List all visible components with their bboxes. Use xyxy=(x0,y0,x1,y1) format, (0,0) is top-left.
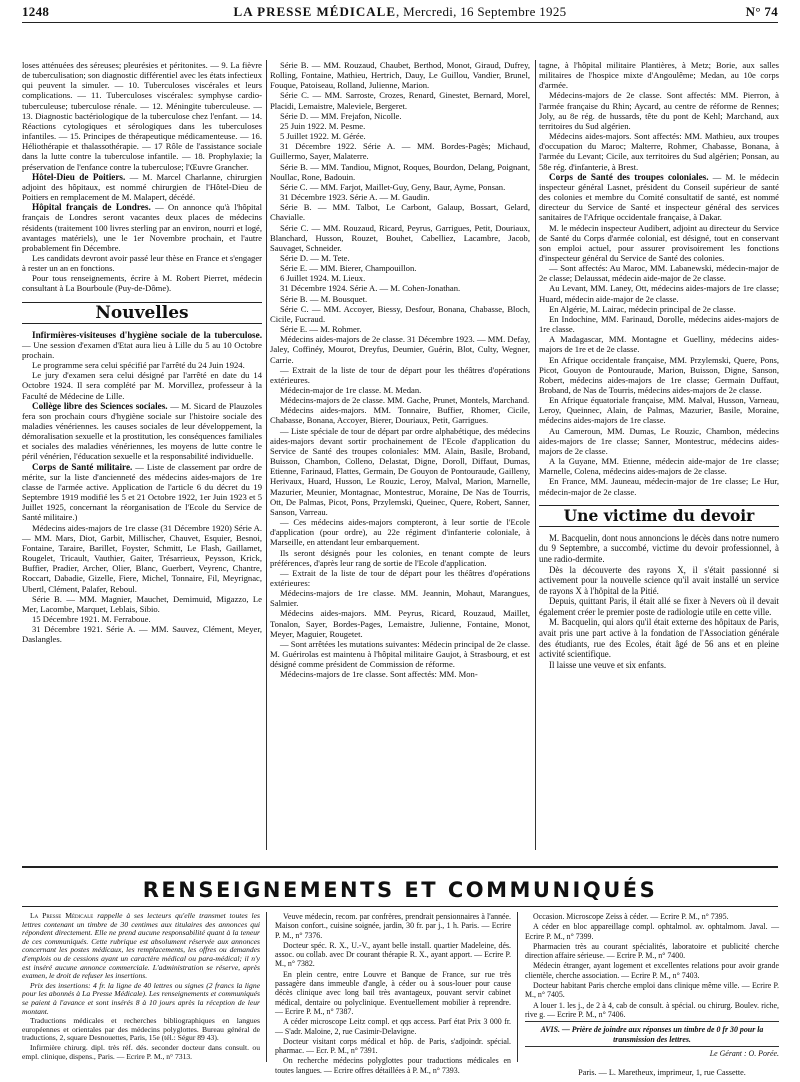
classified-ad: Médecin étranger, ayant logement et excellentes relations pour avoir grande clientèle, cherche association. — Ecrire P. M., n° 7403. xyxy=(525,961,779,980)
obituary-text: Dès la découverte des rayons X, il s'était passionné si activement pour la nouvelle science qu'il avait installé un service de rayons X à l'hôpital de la Pitié. xyxy=(539,564,779,596)
news-item xyxy=(22,202,262,253)
classified-ad: Veuve médecin, recom. par confrères, prendrait pensionnaires à l'année. Maison confort., cuisine soignée, jardin, 30 fr. par j., 1 h. Paris. — Ecrire P. M., n° 7376. xyxy=(275,912,511,940)
news-text: Série E. — MM. Bierer, Champouillon. xyxy=(280,263,417,274)
tuberculosis-program: loses atténuées des séreuses; pleurésies et péritonites. — 9. La fièvre de tuberculisation; son diagnostic différentiel avec les états infectieux qui peuvent la simuler. — 10. Tuberculoses viscérales et leurs complications. — 11. Tuberculoses viscérales: symphyse cardio-tuberculeuse; tuberculose rénale. — 12. Méningite tuberculeuse. — 13. Diagnostic bactériologique de la tuberculose chez l'enfant. — 14. Réactions cytologiques et sérologiques dans les tuberculoses infantiles. — 15. Principes de thérapeutique médicamenteuse. — 16. Héliothérapie et thalassothérapie. — 17 Rôle de l'assistance sociale dans la lutte contre la tuberculose infantile. — 18. Prophylaxie; la préservation de l'enfance contre la tuberculose; l'Œuvre Grancher. xyxy=(22,60,262,172)
news-text: Ils seront désignés pour les colonies, en tenant compte de leurs préférences, d'après leur rang de sortie de l'Ecole d'application. xyxy=(270,547,530,568)
section-title-victim: Une victime du devoir xyxy=(539,505,779,527)
news-text: A la Guyane, MM. Etienne, médecin aide-major de 1re classe; Marnelle, Colena, médecins aides-majors de 2e classe. xyxy=(539,456,779,477)
classifieds-column-3 xyxy=(525,912,779,1062)
news-item xyxy=(22,330,262,360)
news-text: 31 Décembre 1924. Série A. — M. Cohen-Jonathan. xyxy=(280,283,461,294)
classified-ad: A céder microscope Leitz compl. et qqs access. Parf état Prix 3 000 fr. — S'adr. Maloine, 2, rue Casimir-Delavigne. xyxy=(275,1017,511,1036)
printer-line: Paris. — L. Maretheux, imprimeur, 1, rue Cassette. xyxy=(578,1068,746,1077)
news-heading: Hôtel-Dieu de Poitiers. xyxy=(32,171,126,182)
news-text: Au Levant, MM. Laney, Ott, médecins aides-majors de 1re classe; Huard, médecin aide-major de 2e classe. xyxy=(539,283,779,304)
news-text: 31 Décembre 1922. Série A. — MM. Bordes-Pagès; Michaud, Guillermo, Sayer, Malaterre. xyxy=(270,141,530,162)
news-text: Série C. — MM. Farjot, Maillet-Guy, Geny, Baur, Ayme, Ponsan. xyxy=(280,181,506,192)
news-text: — M. Marcel Charlanne, chirurgien adjoint des hôpitaux, est nommé chirurgien de l'Hôtel-Dieu de Poitiers en remplacement de M. Malapert, décédé. xyxy=(22,171,262,203)
news-item xyxy=(22,401,262,462)
news-text: Médecins-majors de 2e classe. MM. Gache, Prunet, Montels, Marchand. xyxy=(280,395,530,406)
column-divider xyxy=(517,912,518,1062)
classified-ad: A louer 1. les j., de 2 à 4, cab de consult. à spécial. ou chirurg. Boulev. riche, rive g. — Ecrire P. M., n° 7406. xyxy=(525,1000,779,1019)
journal-title: LA PRESSE MÉDICALE xyxy=(233,4,397,19)
news-text: Série B. — MM. Magnier, Mauchet, Demimuid, Migazzo, Le Mer, Lacombe, Marquet, Leblais, Sibio. xyxy=(22,593,262,614)
classifieds-column-1 xyxy=(22,912,260,1066)
news-text: Médecins aides-majors de 2e classe. 31 Décembre 1923. — MM. Defay, Jaley, Coffinéy, Mourot, Dreyfus, Deumier, Guérin, Blot, Culty, Wegner, Carrie. xyxy=(270,334,530,365)
news-text: Médecin-major de 1re classe. M. Medan. xyxy=(280,385,422,395)
news-text: — Extrait de la liste de tour de départ pour les théâtres d'opérations extérieures. xyxy=(270,364,530,385)
news-text: Pour tous renseignements, écrire à M. Robert Pierret, médecin consultant à La Bourboule (Puy-de-Dôme). xyxy=(22,273,262,294)
news-text: — M. le médecin inspecteur général Lasnet, président du Conseil supérieur de santé des colonies et membre du Comité consultatif de santé, est nommé directeur du Service de Santé et inspecteur général des services sanitaires de l'Afrique occidentale française, à Dakar. xyxy=(539,171,779,223)
news-text: — Ces médecins aides-majors compteront, à leur sortie de l'Ecole d'application (pour ordre), au 22e régiment d'infanterie coloniale, à Marseille, en attendant leur embarquement. xyxy=(270,517,530,548)
news-text: Médecins aides-majors. MM. Tonnaire, Buffier, Rhomer, Cicile, Chabasse, Bonana, Accoyer, Bierer, Douriaux, Petit, Garrigues. xyxy=(270,405,530,426)
classified-ad: On recherche médecins polyglottes pour traductions médicales en toutes langues. — Ecrire offres détaillées à P. M., n° 7393. xyxy=(275,1056,511,1075)
news-text: 31 Décembre 1923. Série A. — M. Gaudin. xyxy=(280,192,430,203)
news-text: Le jury d'examen sera celui désigné par l'arrêté en date du 14 Octobre 1924. Il sera complété par M. Morvillez, professeur à la Faculté de Médecine de Lille. xyxy=(22,370,262,401)
classifieds-column-2 xyxy=(275,912,511,1075)
news-text: tagne, à l'hôpital militaire Plantières, à Metz; Borie, aux salles militaires de l'hospice mixte d'Angoulême; Medan, au 10e corps d'armée. xyxy=(539,60,779,91)
news-text: 25 Juin 1922. M. Pesme. xyxy=(280,120,366,131)
news-text: Série D. — MM. Frejafon, Nicolle. xyxy=(280,110,402,121)
obituary-text: M. Bacquelin, dont nous annoncions le décès dans notre numero du 9 Septembre, a succombé, victime du devoir professionnel, à une radio-dermite. xyxy=(539,532,779,564)
renseignements-title: RENSEIGNEMENTS ET COMMUNIQUÉS xyxy=(142,878,658,902)
header-rule xyxy=(22,22,778,23)
news-text: — Sont affectés: Au Maroc, MM. Labanewski, médecin-major de 2e classe; Delaussat, médecin aide-major de 2e classe. xyxy=(539,263,779,284)
column-1 xyxy=(22,60,262,850)
news-text: — M. Sicard de Plauzoles fera son prochain cours d'hygiène sociale sur l'histoire sociale des maladies vénériennes. les causes sociales de leur développement, la démoralisation sexuelle et la prostitution, les conséquences familiales et sociales des maladies vénériennes, les moyens de lutte contre le péril vénérien, l'éducation sexuelle et la responsabilité individuelle. xyxy=(22,400,262,462)
column-3 xyxy=(539,60,779,860)
classified-ad: Docteur habitant Paris cherche emploi dans clinique même ville. — Ecrire P. M., n° 7405. xyxy=(525,981,779,1000)
classified-ad: Pharmacien très au courant spécialités, laboratoire et publicité cherche direction affaire sérieuse. — Ecrire P. M., n° 7400. xyxy=(525,941,779,961)
news-text: Médecins aides-majors. Sont affectés: MM. Mathieu, aux troupes d'occupation du Maroc; Malterre, Rohmer, Chabasse, Bonana, à l'armée du Levant; Cicile, aux territoires du Sud algérien; Ponsan, au 58e rég. d'infanterie, à Brest. xyxy=(539,131,779,172)
classified-ad: Occasion. Microscope Zeiss à céder. — Ecrire P. M., n° 7395. xyxy=(533,912,729,921)
news-text: Les candidats devront avoir passé leur thèse en France et s'engager à rester un an en fonctions. xyxy=(22,252,262,274)
classified-ad: En plein centre, entre Louvre et Banque de France, sur rue très passagère dans immeuble d'angle, à céder ou à sous-louer pour cause décès clinique avec long bail très avantageux, pouvant servir cabinet médical, dentaire ou polyclinique. Eventuellement mobilier à reprendre. — Ecrire P. M., n° 7387. xyxy=(275,969,511,1016)
news-text: Série B. — MM. Tandiou, Mignot, Roques, Bourdon, Delang, Poignant, Noullac, Rone, Badouin. xyxy=(270,161,530,182)
news-text: — Liste de classement par ordre de mérite, sur la liste d'ancienneté des médecins aides-majors de 1re classe de l'armée active. Application de l'article 6 du décret du 19 Septembre 1919 modifié les 5 et 21 Octobre 1922, 1er Juin 1923 et 5 Juillet 1925, concernant la réorganisation de l'Ecole du Service de Santé militaire.) xyxy=(22,461,262,523)
news-text: En France, MM. Jauneau, médecin-major de 1re classe; Le Hur, médecin-major de 2e classe. xyxy=(539,476,779,497)
classified-ad: Infirmière chirurg. dipl. très réf. dés. seconder docteur dans consult. ou empl. clinique, dispens., Paris. — Ecrire P. M., n° 7313. xyxy=(22,1042,260,1061)
news-text: Médecins-majors de 1re classe. MM. Jeannin, Mohaut, Marangues, Salmier. xyxy=(270,588,530,609)
notice-text xyxy=(22,912,260,981)
journal-line xyxy=(22,4,778,20)
news-heading: Infirmières-visiteuses d'hygiène sociale de la tuberculose. xyxy=(32,329,262,340)
news-heading: Corps de Santé des troupes coloniales. xyxy=(549,171,709,182)
classified-ad: Docteur visitant corps médical et hôp. de Paris, s'adjoindr. spécial. pharmac. — Ecr. P. M., n° 7391. xyxy=(275,1036,511,1056)
classified-ad: Docteur spéc. R. X., U.-V., ayant belle install. quartier Madeleine, dés. assoc. ou collab. avec Dr courant thérapie R. X., ayant apport. — Ecrire P. M., n° 7382. xyxy=(275,940,511,969)
news-heading: Hôpital français de Londres. xyxy=(32,202,151,213)
news-text: En Indochine, MM. Farinaud, Dorolle, médecins aides-majors de 1re classe. xyxy=(539,313,779,335)
news-text: — Une session d'examen d'Etat aura lieu à Lille du 5 au 10 Octobre prochain. xyxy=(22,339,262,360)
issue-date: , Mercredi, 16 Septembre 1925 xyxy=(396,4,567,19)
news-text: 31 Décembre 1921. Série A. — MM. Sauvez, Clément, Meyer, Daslangles. xyxy=(22,624,262,645)
obituary-text: Il laisse une veuve et six enfants. xyxy=(549,659,667,670)
news-text: A Madagascar, MM. Montagne et Guelliny, médecins aides-majors de 1re et de 2e classe. xyxy=(539,334,779,355)
news-text: Série C. — MM. Sarroste, Crozes, Renard, Ginestet, Bernard, Morel, Placidi, Lemaistre, Maleviele, Bergeret. xyxy=(270,90,530,111)
news-text: Série C. — MM. Rouzaud, Ricard, Peyrus, Garrigues, Petit, Douriaux, Blanchard, Husson, Rouzet, Bouhet, Cabelliez, Lacambre, Jacob, Sauvaget, Schneider. xyxy=(270,222,530,253)
obituary-text: M. Bacquelin, qui alors qu'il était externe des hôpitaux de Paris, avait pris une part active à la fondation de l'Association générale des étudiants, rue des Ecoles, était âgé de 56 ans et en pleine activité scientifique. xyxy=(539,617,779,660)
news-text: Série D. — M. Tete. xyxy=(280,252,350,263)
news-text: — Extrait de la liste de tour de départ pour les théâtres d'opérations extérieures: xyxy=(270,567,530,588)
news-text: Série B. — MM. Talbot, Le Carbont, Galaup, Bossart, Gelard, Chavialle. xyxy=(270,202,530,223)
section-title-nouvelles: Nouvelles xyxy=(22,302,262,324)
news-text: En Algérie, M. Lairac, médecin principal de 2e classe. xyxy=(549,303,736,314)
news-text: Médecins aides-majors de 1re classe (31 Décembre 1920) Série A. — MM. Mars, Diot, Garbit, Millischer, Chauvet, Esquier, Besnoi, Fontaine, Taraire, Barillet, Foyster, Schmitt, Le Flash, Gaillamet, Rougelet, Tricault, Vauthier, Gaiter, Trésarrieux, Peysson, Krick, Buffier, Pradier, Archer, Olier, Blanc, Guerbert, Veyrenc, Chantre, Roccart, Dabadie, Gizelle, Fiere, Michel, Tonnaire, Fil, Meyrignac, Ubertl, Clément, Palafer, Reboul. xyxy=(22,522,262,594)
notice-body: rappelle à ses lecteurs qu'elle transmet toutes les lettres contenant un timbre de 30 centimes aux titulaires des annonces qui répondent directement. Elle ne prend aucune responsabilité quant à la teneur de ces communiqués. Cette rubrique est absolument réservée aux annonces concernant les postes médicaux, les remplacements, les offres ou demandes d'emplois ou de cessions ayant un caractère médical ou para-médical; il n'y est inséré aucune annonce commerciale. L'administration se réserve, après examen, le droit de refuser les insertions. xyxy=(22,911,260,981)
news-item xyxy=(539,172,779,223)
news-text: Série B. — MM. Rouzaud, Chaubet, Berthod, Monot, Giraud, Dufrey, Rolling, Fontaine, Mathieu, Hertrich, Dauy, Le Guillou, Vandier, Brunel, Fouque, Patoiseau, Rolland, Julienne, Marion. xyxy=(270,60,530,91)
section-rule xyxy=(22,866,778,868)
news-text: Série E. — M. Rohmer. xyxy=(280,324,362,335)
news-text: — Liste spéciale de tour de départ par ordre alphabétique, des médecins aides-majors devant sortir prochainement de l'Ecole d'application du Service de Santé des troupes coloniales: MM. Alain, Basile, Broband, Buisson, Chambon, Colleno, Delastat, Digne, Doroll, Diffaut, Dumas, Etienne, Farinaud, Flattes, Germain, De Gouyon de Pontouraude, Gailleny, Herivaux, Huard, Husson, Le Rouzic, Leroy, Malval, Marion, Marnelle, Mazurier, Meunier, Montagnac, Montestruc, Moraine, De Nas de Tourris, Ott, De Palmas, Picot, Pons, Przylemski, Queinec, Quere, Robert, Sanner, Sanson, Varreau. xyxy=(270,425,530,517)
news-heading: Corps de Santé militaire. xyxy=(32,461,133,472)
news-item xyxy=(22,172,262,202)
avis-notice: AVIS. — Prière de joindre aux réponses un timbre de 0 fr 30 pour la transmission des lettres. xyxy=(540,1025,764,1044)
running-head xyxy=(22,2,778,20)
news-text: Médecins-majors de 2e classe. Sont affectés: MM. Pierron, à l'armée française du Rhin; Aycard, au centre de réforme de Rennes; Joly, au 8e rég. de hussards, tête du pont de Kehl; Marchand, aux territoires du Sud algérien. xyxy=(539,90,779,131)
price-notice: Prix des insertions: 4 fr. la ligne de 40 lettres ou signes (2 francs la ligne pour les abonnés à La Presse Médicale). Les renseignements et communiqués se paient à l'avance et sont insérés 8 à 10 jours après la réception de leur montant. xyxy=(22,980,260,1016)
news-text: M. le médecin inspecteur Audibert, adjoint au directeur du Service de Santé du Corps d'armée colonial, est désigné, tout en conservant son emploi actuel, pour assurer provisoirement les fonctions d'inspecteur général du Service de Santé des colonies. xyxy=(539,222,779,263)
news-text: Série B. — M. Bousquet. xyxy=(280,293,368,304)
news-text: En Afrique équatoriale française, MM. Malval, Husson, Varneau, Leroy, Queinnec, Alain, de Palmas, Mazurier, Basile, Moraine, médecins aides-majors de 1re classe. xyxy=(539,395,779,426)
gerant-line: Le Gérant : O. Porée. xyxy=(709,1048,779,1058)
issue-number: N° 74 xyxy=(745,4,778,19)
obituary xyxy=(539,533,779,671)
column-divider xyxy=(535,60,536,850)
column-divider xyxy=(266,912,267,1062)
column-divider xyxy=(266,60,267,850)
news-item xyxy=(22,462,262,523)
page-number: 1248 xyxy=(22,4,50,19)
news-text: En Afrique occidentale française, MM. Przylemski, Quere, Pons, Picot, Gouyon de Pontouraude, Marion, Buisson, Digne, Sanson, Robert, médecins aides-majors de 1re classe; Germain Duffaut, Broband, de Nas de Tourris, médecins aides-majors de 2e classe. xyxy=(539,354,779,395)
news-text: 15 Décembre 1921. M. Ferraboue. xyxy=(32,613,151,624)
classified-ad: Traductions médicales et recherches bibliographiques en langues européennes et orientales par des médecins polyglottes. Bureau général de traductions, 2, square Desnouettes, Paris, 15e (tél.: Ségur 89 43). xyxy=(22,1016,260,1043)
news-text: Au Cameroun, MM. Dumas, Le Rouzic, Chambon, médecins aides-majors de 1re classe; Sanner, Montestruc, médecins aides-majors de 2e classe. xyxy=(539,425,779,456)
news-text: 5 Juillet 1922. M. Gérée. xyxy=(280,131,366,142)
news-text: — Sont arrêtées les mutations suivantes: Médecin principal de 2e classe. M. Guérirolas est maintenu à l'hôpital militaire Gaujot, à Strasbourg, et est désigné comme président de Commission de réforme. xyxy=(270,638,530,670)
obituary-text: Depuis, quittant Paris, il était allé se fixer à Nevers où il devait également créer le premier poste de radiologie utile en cette ville. xyxy=(539,596,779,617)
news-text: Série C. — MM. Accoyer, Biessy, Desfour, Bonana, Chabasse, Bloch, Cicile, Fucraud. xyxy=(270,303,530,324)
news-text: Médecins-majors de 1re classe. Sont affectés: MM. Mon- xyxy=(280,669,478,680)
classified-ad: A céder en bloc appareillage compl. ophtalmol. av. ophtalmom. Javal. — Ecrire P. M., n° 7399. xyxy=(525,922,779,941)
news-text: — On annonce qu'à l'hôpital français de Londres seront vacantes deux places de médecins résidents (traitement 100 livres sterling par an environ, nourri et logé, avantages matériels), une le 1er Novembre prochain, et l'autre probablement fin Décembre. xyxy=(22,202,262,253)
section-rule xyxy=(22,906,778,907)
notice-lead: La Presse Médicale xyxy=(30,911,94,920)
news-text: 6 Juillet 1924. M. Lieux. xyxy=(280,273,366,284)
column-2 xyxy=(270,60,530,850)
news-text: Médecins aides-majors. MM. Peyrus, Ricard, Rouzaud, Maillet, Tonalon, Sayer, Bordes-Pages, Lemaistre, Julienne, Fontaine, Monot, Meyer, Maguier, Rougetet. xyxy=(270,608,530,639)
news-text: Le programme sera celui spécifié par l'arrêté du 24 Juin 1924. xyxy=(32,360,245,371)
news-heading: Collège libre des Sciences sociales. xyxy=(32,400,168,411)
